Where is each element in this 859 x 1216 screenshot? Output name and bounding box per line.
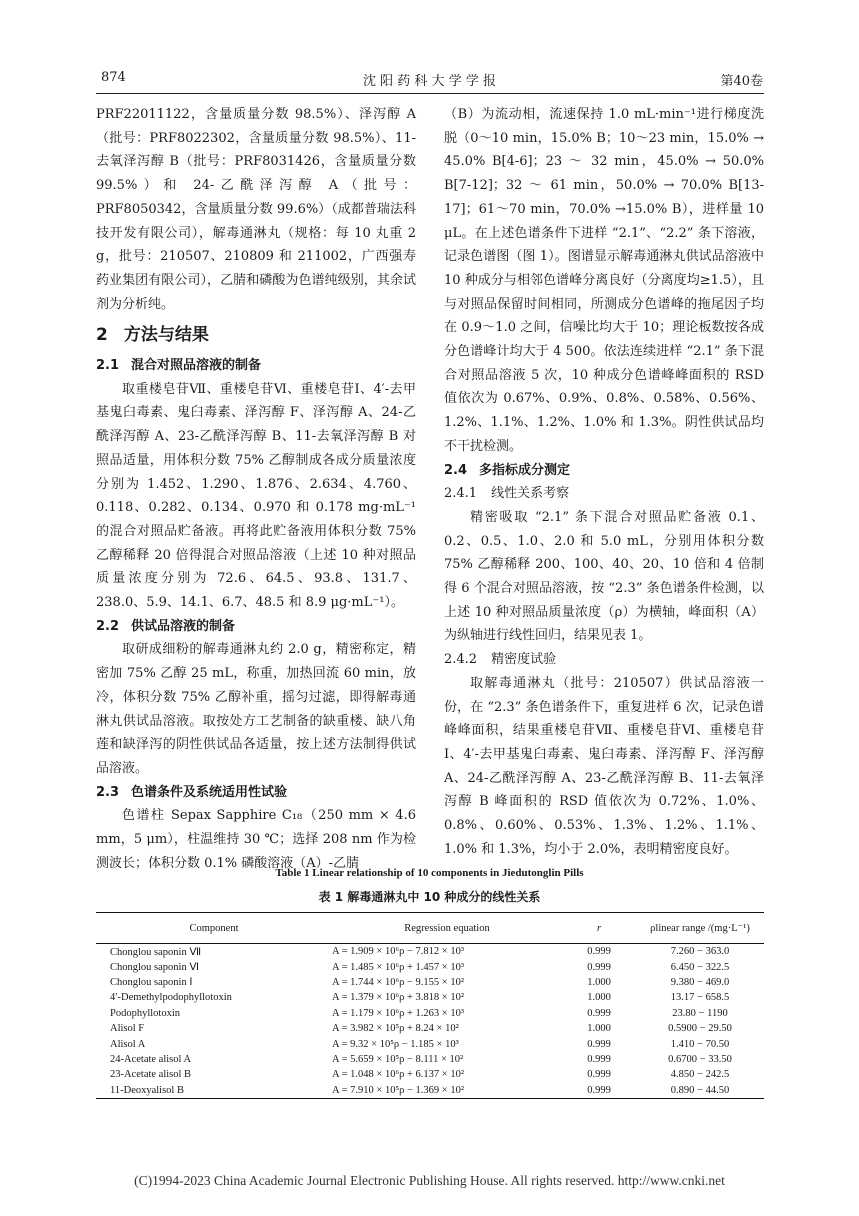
cell-r: 1.000 bbox=[587, 976, 611, 988]
cell-equation: A = 1.048 × 10⁶ρ + 6.137 × 10² bbox=[332, 1069, 464, 1081]
table-row bbox=[96, 1083, 764, 1099]
section-number: 2.3 bbox=[96, 784, 120, 800]
cell-r: 0.999 bbox=[587, 961, 611, 973]
column-header-component: Component bbox=[96, 913, 318, 944]
section-number: 2.4 bbox=[444, 462, 468, 478]
cell-range: 9.380 − 469.0 bbox=[670, 976, 730, 988]
section-number: 2.2 bbox=[96, 618, 120, 634]
cell-component: Podophyllotoxin bbox=[110, 1007, 181, 1019]
cell-range: 0.890 − 44.50 bbox=[636, 1083, 764, 1099]
cell-component: 23-Acetate alisol B bbox=[110, 1069, 192, 1081]
section-2-1-heading bbox=[96, 354, 416, 378]
table-row bbox=[96, 990, 764, 1005]
left-column bbox=[96, 103, 416, 876]
section-number: 2 bbox=[96, 325, 108, 346]
cell-range: 6.450 − 322.5 bbox=[670, 961, 730, 973]
section-title: 方法与结果 bbox=[123, 325, 209, 346]
cell-r: 1.000 bbox=[587, 992, 611, 1004]
table-row bbox=[96, 944, 764, 960]
section-2-3-paragraph: 色谱柱 Sepax Sapphire C₁₈（250 mm × 4.6 mm，5 μm），柱温维持 30 ℃；选择 208 nm 作为检测波长；体积分数 0.1% 磷酸溶液（A）-乙腈 bbox=[96, 808, 416, 871]
intro-paragraph: PRF22011122，含量质量分数 98.5%）、泽泻醇 A（批号：PRF8022302，含量质量分数 98.5%）、11-去氧泽泻醇 B（批号：PRF8031426，含量质量分数 99.5%）和 24-乙酰泽泻醇 A（批号：PRF8050342，含量质量分数 99.6%）（成都普瑞法科技开发有限公司），解毒通淋丸（规格：每 10 丸重 2 g，批号：210507、210809 和 211002，广西强寿药业集团有限公司），乙腈和磷酸为色谱纯级别，其余试剂为分析纯。 bbox=[96, 107, 416, 312]
table-caption-zh: 表 1 解毒通淋丸中 10 种成分的线性关系 bbox=[318, 890, 541, 904]
cell-component: Chonglou saponin Ⅶ bbox=[110, 946, 202, 958]
cell-component: Alisol A bbox=[110, 1038, 146, 1050]
cell-range: 1.410 − 70.50 bbox=[670, 1038, 730, 1050]
cell-equation: A = 1.379 × 10⁶ρ + 3.818 × 10² bbox=[332, 992, 464, 1004]
table-caption-en: Table 1 Linear relationship of 10 components in Jiedutonglin Pills bbox=[275, 867, 584, 879]
section-number: 2.1 bbox=[96, 358, 120, 374]
table-row bbox=[96, 1052, 764, 1067]
cell-range: 7.260 − 363.0 bbox=[670, 946, 730, 958]
cell-equation: A = 1.179 × 10⁶ρ + 1.263 × 10³ bbox=[332, 1007, 464, 1019]
cell-component: Alisol F bbox=[110, 1023, 145, 1035]
column-header-range: ρlinear range /(mg·L⁻¹) bbox=[636, 913, 764, 944]
cell-r: 0.999 bbox=[562, 1083, 636, 1099]
copyright-footer: (C)1994-2023 China Academic Journal Electronic Publishing House. All rights reserved. http://www.cnki.net bbox=[134, 1173, 725, 1188]
cell-range: 23.80 − 1190 bbox=[672, 1007, 728, 1019]
section-title: 精密度试验 bbox=[491, 652, 557, 668]
section-title: 多指标成分测定 bbox=[479, 462, 571, 478]
cell-equation: A = 1.485 × 10⁶ρ + 1.457 × 10³ bbox=[332, 961, 464, 973]
right-column bbox=[444, 103, 764, 862]
column-header-equation: Regression equation bbox=[318, 913, 562, 944]
section-title: 线性关系考察 bbox=[491, 486, 570, 502]
section-2-3-continued: （B）为流动相，流速保持 1.0 mL·min⁻¹进行梯度洗脱（0～10 min，15.0% B；10～23 min，15.0% → 45.0% B[4-6]；23 ～ 32 min，45.0% → 50.0% B[7-12]；32 ～ 61 min，50.0% → 70.0% B[13-17]；61～70 min，70.0% →15.0% B），进样量 10 μL。在上述色谱条件下进样 “2.1”、“2.2” 条下溶液，记录色谱图（图 1）。图谱显示解毒通淋丸供试品溶液中 10 种成分与相邻色谱峰分离良好（分离度均≥1.5），且与对照品保留时间相同，所测成分色谱峰的拖尾因子均在 0.9～1.0 之间，信噪比均大于 10；理论板数按各成分色谱峰计均大于 4 500。依法连续进样 “2.1” 条下混合对照品溶液 5 次，10 种成分色谱峰峰面积的 RSD 值依次为 0.67%、0.9%、0.8%、0.58%、0.56%、1.2%、1.1%、1.2%、1.0% 和 1.3%。阴性供试品均不干扰检测。 bbox=[444, 107, 764, 454]
cell-r: 1.000 bbox=[587, 1023, 611, 1035]
section-number: 2.4.2 bbox=[444, 652, 478, 668]
cell-r: 0.999 bbox=[587, 946, 611, 958]
cell-component: Chonglou saponin Ⅰ bbox=[110, 977, 193, 989]
cell-component: 24-Acetate alisol A bbox=[110, 1053, 192, 1065]
table-row bbox=[96, 959, 764, 974]
cell-equation: A = 1.744 × 10⁶ρ − 9.155 × 10² bbox=[332, 976, 464, 988]
table-row bbox=[96, 1021, 764, 1036]
volume-label: 第40卷 bbox=[720, 74, 763, 89]
column-header-r: r bbox=[562, 913, 636, 944]
section-title: 混合对照品溶液的制备 bbox=[131, 358, 262, 374]
section-2-4-2-paragraph: 取解毒通淋丸（批号：210507）供试品溶液一份，在 “2.3” 条色谱条件下，重复进样 6 次，记录色谱峰峰面积，结果重楼皂苷Ⅶ、重楼皂苷Ⅵ、重楼皂苷Ⅰ、4′-去甲基鬼臼毒素、鬼臼毒素、泽泻醇 F、泽泻醇 A、24-乙酰泽泻醇 A、23-乙酰泽泻醇 B、11-去氧泽泻醇 B 峰面积的 RSD 值依次为 0.72%、1.0%、0.8%、0.60%、0.53%、1.3%、1.2%、1.1%、1.0% 和 1.3%，均小于 2.0%，表明精密度良好。 bbox=[444, 675, 764, 857]
cell-r: 0.999 bbox=[587, 1069, 611, 1081]
cell-equation: A = 7.910 × 10⁵ρ − 1.369 × 10² bbox=[318, 1083, 562, 1099]
cell-range: 13.17 − 658.5 bbox=[670, 992, 730, 1004]
cell-component: 11-Deoxyalisol B bbox=[96, 1083, 318, 1099]
cell-r: 0.999 bbox=[587, 1053, 611, 1065]
table-header-row bbox=[96, 913, 764, 944]
cell-range: 0.6700 − 33.50 bbox=[668, 1053, 732, 1065]
section-2-heading bbox=[96, 324, 416, 348]
table-row bbox=[96, 1006, 764, 1021]
cell-r: 0.999 bbox=[587, 1038, 611, 1050]
cell-equation: A = 9.32 × 10⁵ρ − 1.185 × 10³ bbox=[332, 1038, 459, 1050]
cell-component: Chonglou saponin Ⅵ bbox=[110, 962, 200, 974]
section-2-4-1-paragraph: 精密吸取 “2.1” 条下混合对照品贮备液 0.1、0.2、0.5、1.0、2.0 和 5.0 mL，分别用体积分数 75% 乙醇稀释 200、100、40、20、10 倍和 4 倍制得 6 个混合对照品溶液，按 “2.3” 条色谱条件检测，以上述 10 种对照品质量浓度（ρ）为横轴，峰面积（A）为纵轴进行线性回归，结果见表 1。 bbox=[444, 509, 764, 644]
section-title: 色谱条件及系统适用性试验 bbox=[131, 784, 288, 800]
section-2-3-heading bbox=[96, 781, 416, 805]
section-number: 2.4.1 bbox=[444, 486, 478, 502]
header-rule bbox=[96, 93, 764, 94]
cell-equation: A = 3.982 × 10⁵ρ + 8.24 × 10² bbox=[332, 1023, 459, 1035]
cell-equation: A = 5.659 × 10⁵ρ − 8.111 × 10² bbox=[332, 1053, 464, 1065]
cell-component: 4′-Demethylpodophyllotoxin bbox=[110, 992, 232, 1004]
linear-relationship-table bbox=[96, 912, 764, 1099]
section-2-4-heading bbox=[444, 459, 764, 483]
table-row bbox=[96, 975, 764, 990]
section-2-4-2-heading bbox=[444, 648, 764, 672]
cell-r: 0.999 bbox=[587, 1007, 611, 1019]
section-2-2-paragraph: 取研成细粉的解毒通淋丸约 2.0 g，精密称定，精密加 75% 乙醇 25 mL，称重，加热回流 60 min，放冷，体积分数 75% 乙醇补重，摇匀过滤，即得解毒通淋丸供试品溶液。取按处方工艺制备的缺重楼、缺八角莲和缺泽泻的阴性供试品各适量，按上述方法制得供试品溶液。 bbox=[96, 642, 416, 776]
section-2-4-1-heading bbox=[444, 482, 764, 506]
table-row bbox=[96, 1067, 764, 1082]
journal-title: 沈 阳 药 科 大 学 学 报 bbox=[363, 74, 496, 89]
cell-equation: A = 1.909 × 10⁶ρ − 7.812 × 10³ bbox=[332, 946, 464, 958]
table-row bbox=[96, 1036, 764, 1051]
section-2-2-heading bbox=[96, 615, 416, 639]
section-2-1-paragraph: 取重楼皂苷Ⅶ、重楼皂苷Ⅵ、重楼皂苷Ⅰ、4′-去甲基鬼臼毒素、鬼臼毒素、泽泻醇 F、泽泻醇 A、24-乙酰泽泻醇 A、23-乙酰泽泻醇 B、11-去氧泽泻醇 B 对照品适量，用体积分数 75% 乙醇制成各成分质量浓度分别为 1.452、1.290、1.876、2.634、4.760、0.118、0.282、0.134、0.970 和 0.178 mg·mL⁻¹的混合对照品贮备液。再将此贮备液用体积分数 75% 乙醇稀释 20 倍得混合对照品溶液（上述 10 种对照品质量浓度分别为 72.6、64.5、93.8、131.7、238.0、5.9、14.1、6.7、48.5 和 8.9 μg·mL⁻¹）。 bbox=[96, 381, 416, 611]
section-title: 供试品溶液的制备 bbox=[131, 618, 236, 634]
cell-range: 4.850 − 242.5 bbox=[670, 1069, 730, 1081]
cell-range: 0.5900 − 29.50 bbox=[668, 1023, 732, 1035]
page-number: 874 bbox=[101, 70, 126, 85]
